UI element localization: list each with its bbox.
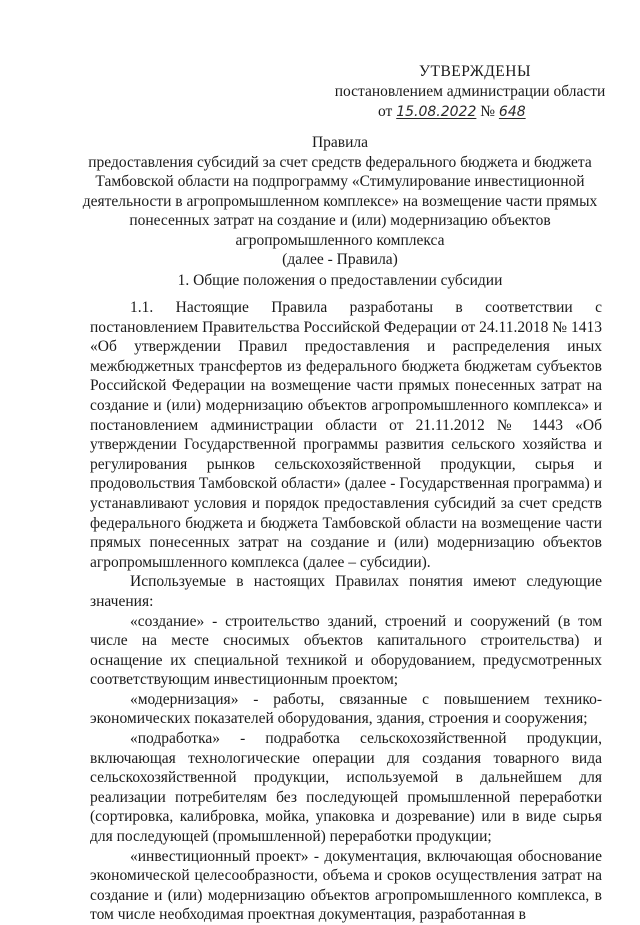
paragraph: «создание» - строительство зданий, строений и сооружений (в том числе на месте сносимых объектов капитального строительства) и оснащение их специальной техникой и оборудованием, предусмотренных соответствующим инвестиционным проектом; — [90, 612, 602, 689]
paragraph: Используемые в настоящих Правилах понятия имеют следующие значения: — [90, 573, 602, 610]
title-line: понесенных затрат на создание и (или) модернизацию объектов — [129, 212, 551, 229]
title-line: Тамбовской области на подпрограмму «Стимулирование инвестиционной — [95, 173, 585, 190]
number-prefix: № — [480, 103, 496, 120]
paragraph: «инвестиционный проект» - документация, включающая обоснование экономической целесообразности, объема и сроков осуществления затрат на создание и (или) модернизацию объектов агропромышленного комплекса, в том числе необходимая проектная документация, разработанная в — [90, 847, 602, 924]
approval-authority: постановлением администрации области — [334, 83, 606, 100]
title-line: (далее - Правила) — [282, 251, 398, 268]
title-line: агропромышленного комплекса — [235, 231, 445, 249]
date-prefix: от — [378, 103, 393, 120]
paragraph: «модернизация» - работы, связанные с повышением технико-экономических показателей оборудования, здания, строения и сооружения; — [90, 690, 602, 728]
title-line: деятельности в агропромышленном комплексе» на возмещение части прямых — [82, 192, 598, 210]
document-body — [90, 298, 602, 925]
approval-heading: УТВЕРЖДЕНЫ — [419, 63, 531, 80]
handwritten-number: 648 — [498, 104, 526, 120]
paragraph: «подработка» - подработка сельскохозяйственной продукции, включающая технологические операции для создания товарного вида сельскохозяйственной продукции, используемой в дальнейшем для реализации потребителям без последующей промышленной переработки (сортировка, калибровка, мойка, упаковка и дозревание) или в виде сырья для последующей (промышленной) переработки продукции; — [90, 730, 602, 846]
paragraph: 1.1. Настоящие Правила разработаны в соответствии с постановлением Правительства Российской Федерации от 24.11.2018 № 1413 «Об утверждении Правил предоставления и распределения иных межбюджетных трансфертов из федерального бюджета бюджетам субъектов Российской Федерации на возмещение части прямых понесенных затрат на создание и (или) модернизацию объектов агропромышленного комплекса» и постановлением администрации области от 21.11.2012 № 1443 «Об утверждении Государственной программы развития сельского хозяйства и регулирования рынков сельскохозяйственной продукции, сырья и продовольствия Тамбовской области» (далее - Государственная программа) и устанавливают условия и порядок предоставления субсидий за счет средств федерального бюджета и бюджета Тамбовской области на возмещение части прямых понесенных затрат на создание и (или) модернизацию объектов агропромышленного комплекса (далее – субсидии). — [90, 299, 602, 571]
section-heading: 1. Общие положения о предоставлении субсидии — [177, 272, 503, 289]
approval-block — [330, 62, 610, 122]
title-line: Правила — [311, 134, 369, 151]
title-line: предоставления субсидий за счет средств федерального бюджета и бюджета — [88, 153, 592, 171]
handwritten-date: 15.08.2022 — [396, 104, 477, 120]
approval-date-line — [330, 102, 610, 122]
document-title — [80, 133, 600, 270]
